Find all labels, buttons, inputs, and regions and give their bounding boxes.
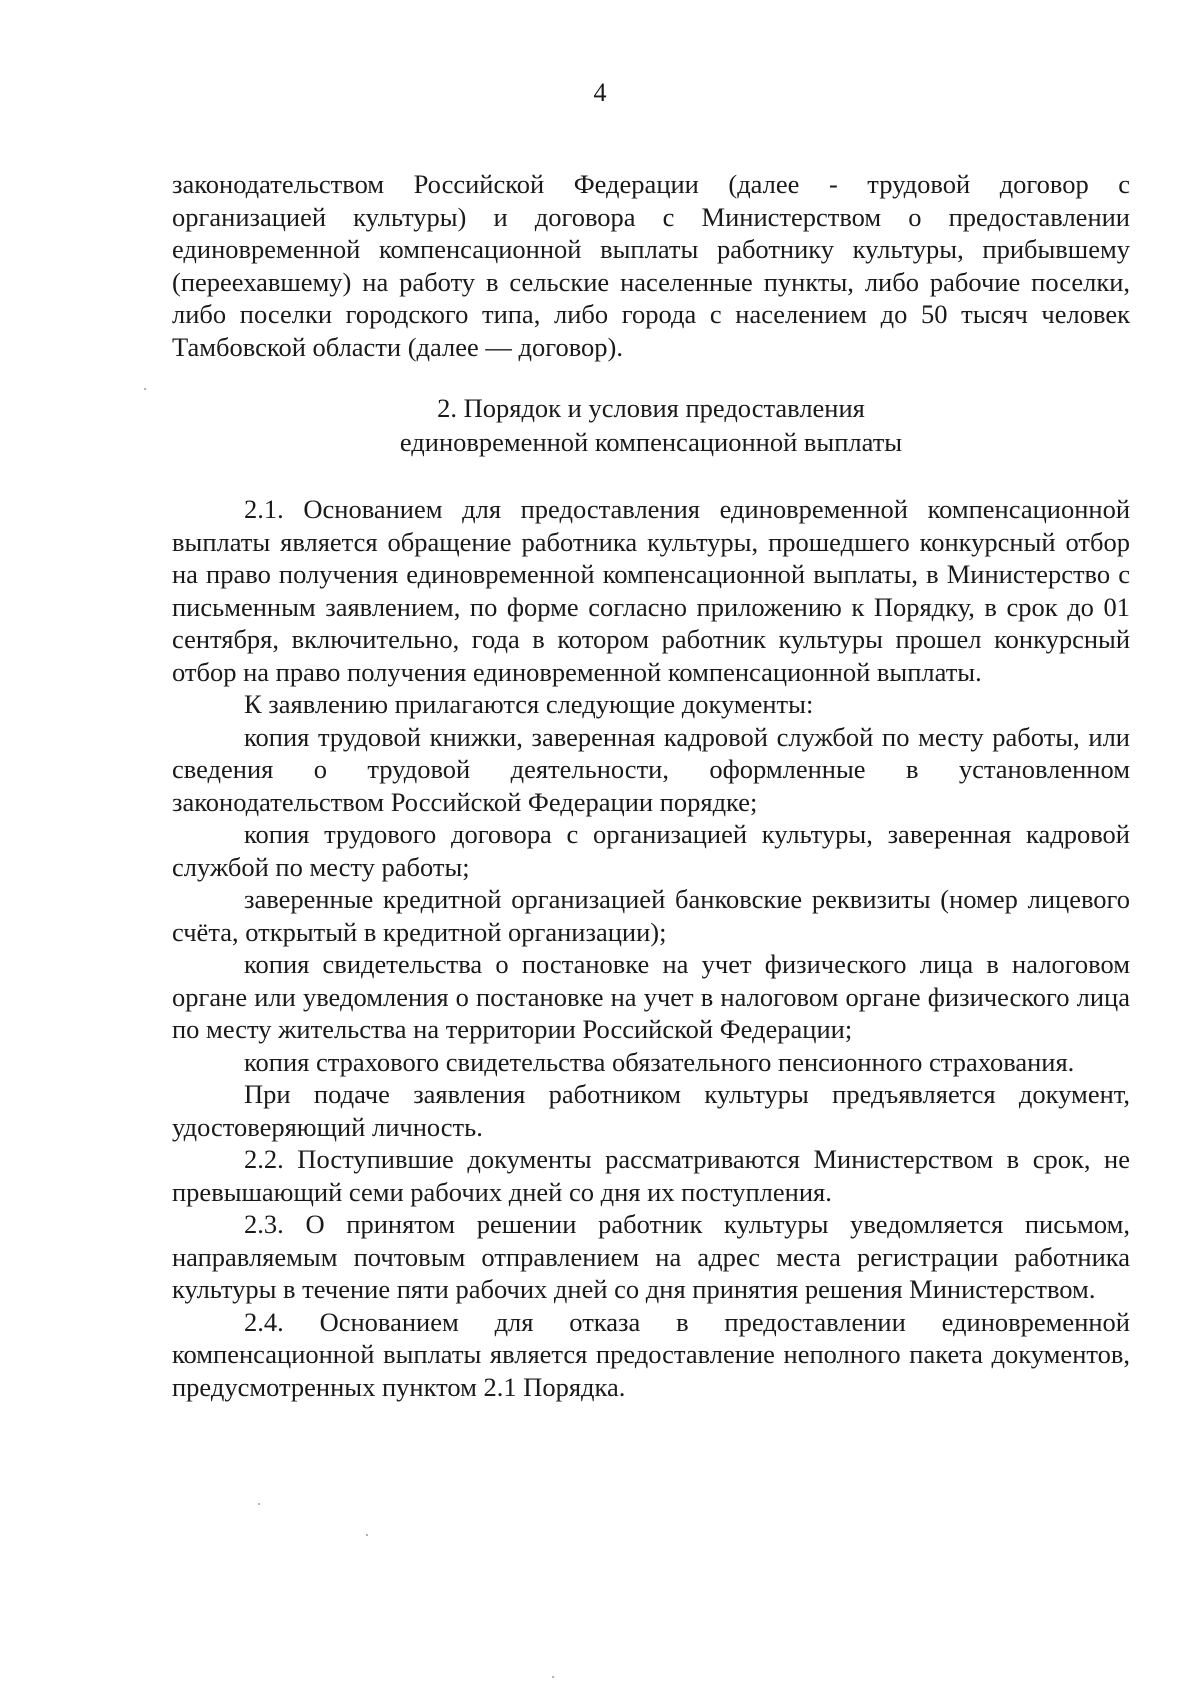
- scan-speck: [144, 388, 146, 390]
- scan-speck: [258, 1503, 260, 1505]
- clause-2-3: 2.3. О принятом решении работник культуры уведомляется письмом, направляемым почтовым отправлением на адрес места регистрации работника культуры в течение пяти рабочих дней со дня принятия решения Министерством.: [172, 1209, 1130, 1304]
- section-heading-line-2: единовременной компенсационной выплаты: [399, 427, 903, 457]
- section-heading: [172, 391, 1130, 459]
- document-item-2: копия трудового договора с организацией культуры, заверенная кадровой службой по месту работы;: [172, 819, 1130, 882]
- page-number: 4: [593, 78, 607, 107]
- scan-speck: [366, 1534, 368, 1536]
- document-body: [172, 168, 1130, 1403]
- document-item-3: заверенные кредитной организацией банковские реквизиты (номер лицевого счёта, открытый в кредитной организации);: [172, 884, 1130, 947]
- document-item-1: копия трудовой книжки, заверенная кадровой службой по месту работы, или сведения о трудовой деятельности, оформленные в установленном законодательством Российской Федерации порядке;: [172, 721, 1130, 817]
- clause-2-1: 2.1. Основанием для предоставления единовременной компенсационной выплаты является обращение работника культуры, прошедшего конкурсный отбор на право получения единовременной компенсационной выплаты, в Министерство с письменным заявлением, по форме согласно приложению к Порядку, в срок до 01 сентября, включительно, года в котором работник культуры прошел конкурсный отбор на право получения единовременной компенсационной выплаты.: [172, 494, 1130, 687]
- intro-paragraph: законодательством Российской Федерации (далее - трудовой договор с организацией культуры) и договора с Министерством о предоставлении единовременной компенсационной выплаты работнику культуры, прибывшему (переехавшему) на работу в сельские населенные пункты, либо рабочие поселки, либо поселки городского типа, либо города с населением до 50 тысяч человек Тамбовской области (далее — договор).: [172, 169, 1130, 362]
- clause-2-4: 2.4. Основанием для отказа в предоставлении единовременной компенсационной выплаты является предоставление неполного пакета документов, предусмотренных пунктом 2.1 Порядка.: [172, 1306, 1130, 1402]
- identity-paragraph: При подаче заявления работником культуры предъявляется документ, удостоверяющий личность.: [172, 1079, 1130, 1142]
- document-item-5: копия страхового свидетельства обязательного пенсионного страхования.: [244, 1046, 1075, 1077]
- section-heading-line-1: 2. Порядок и условия предоставления: [437, 393, 865, 423]
- document-item-4: копия свидетельства о постановке на учет физического лица в налоговом органе или уведомления о постановке на учет в налоговом органе физического лица по месту жительства на территории Российской Федерации;: [172, 949, 1130, 1044]
- clause-2-2: 2.2. Поступившие документы рассматриваются Министерством в срок, не превышающий семи рабочих дней со дня их поступления.: [172, 1144, 1130, 1207]
- documents-intro: К заявлению прилагаются следующие документы:: [244, 689, 814, 719]
- scan-speck: [552, 1676, 554, 1678]
